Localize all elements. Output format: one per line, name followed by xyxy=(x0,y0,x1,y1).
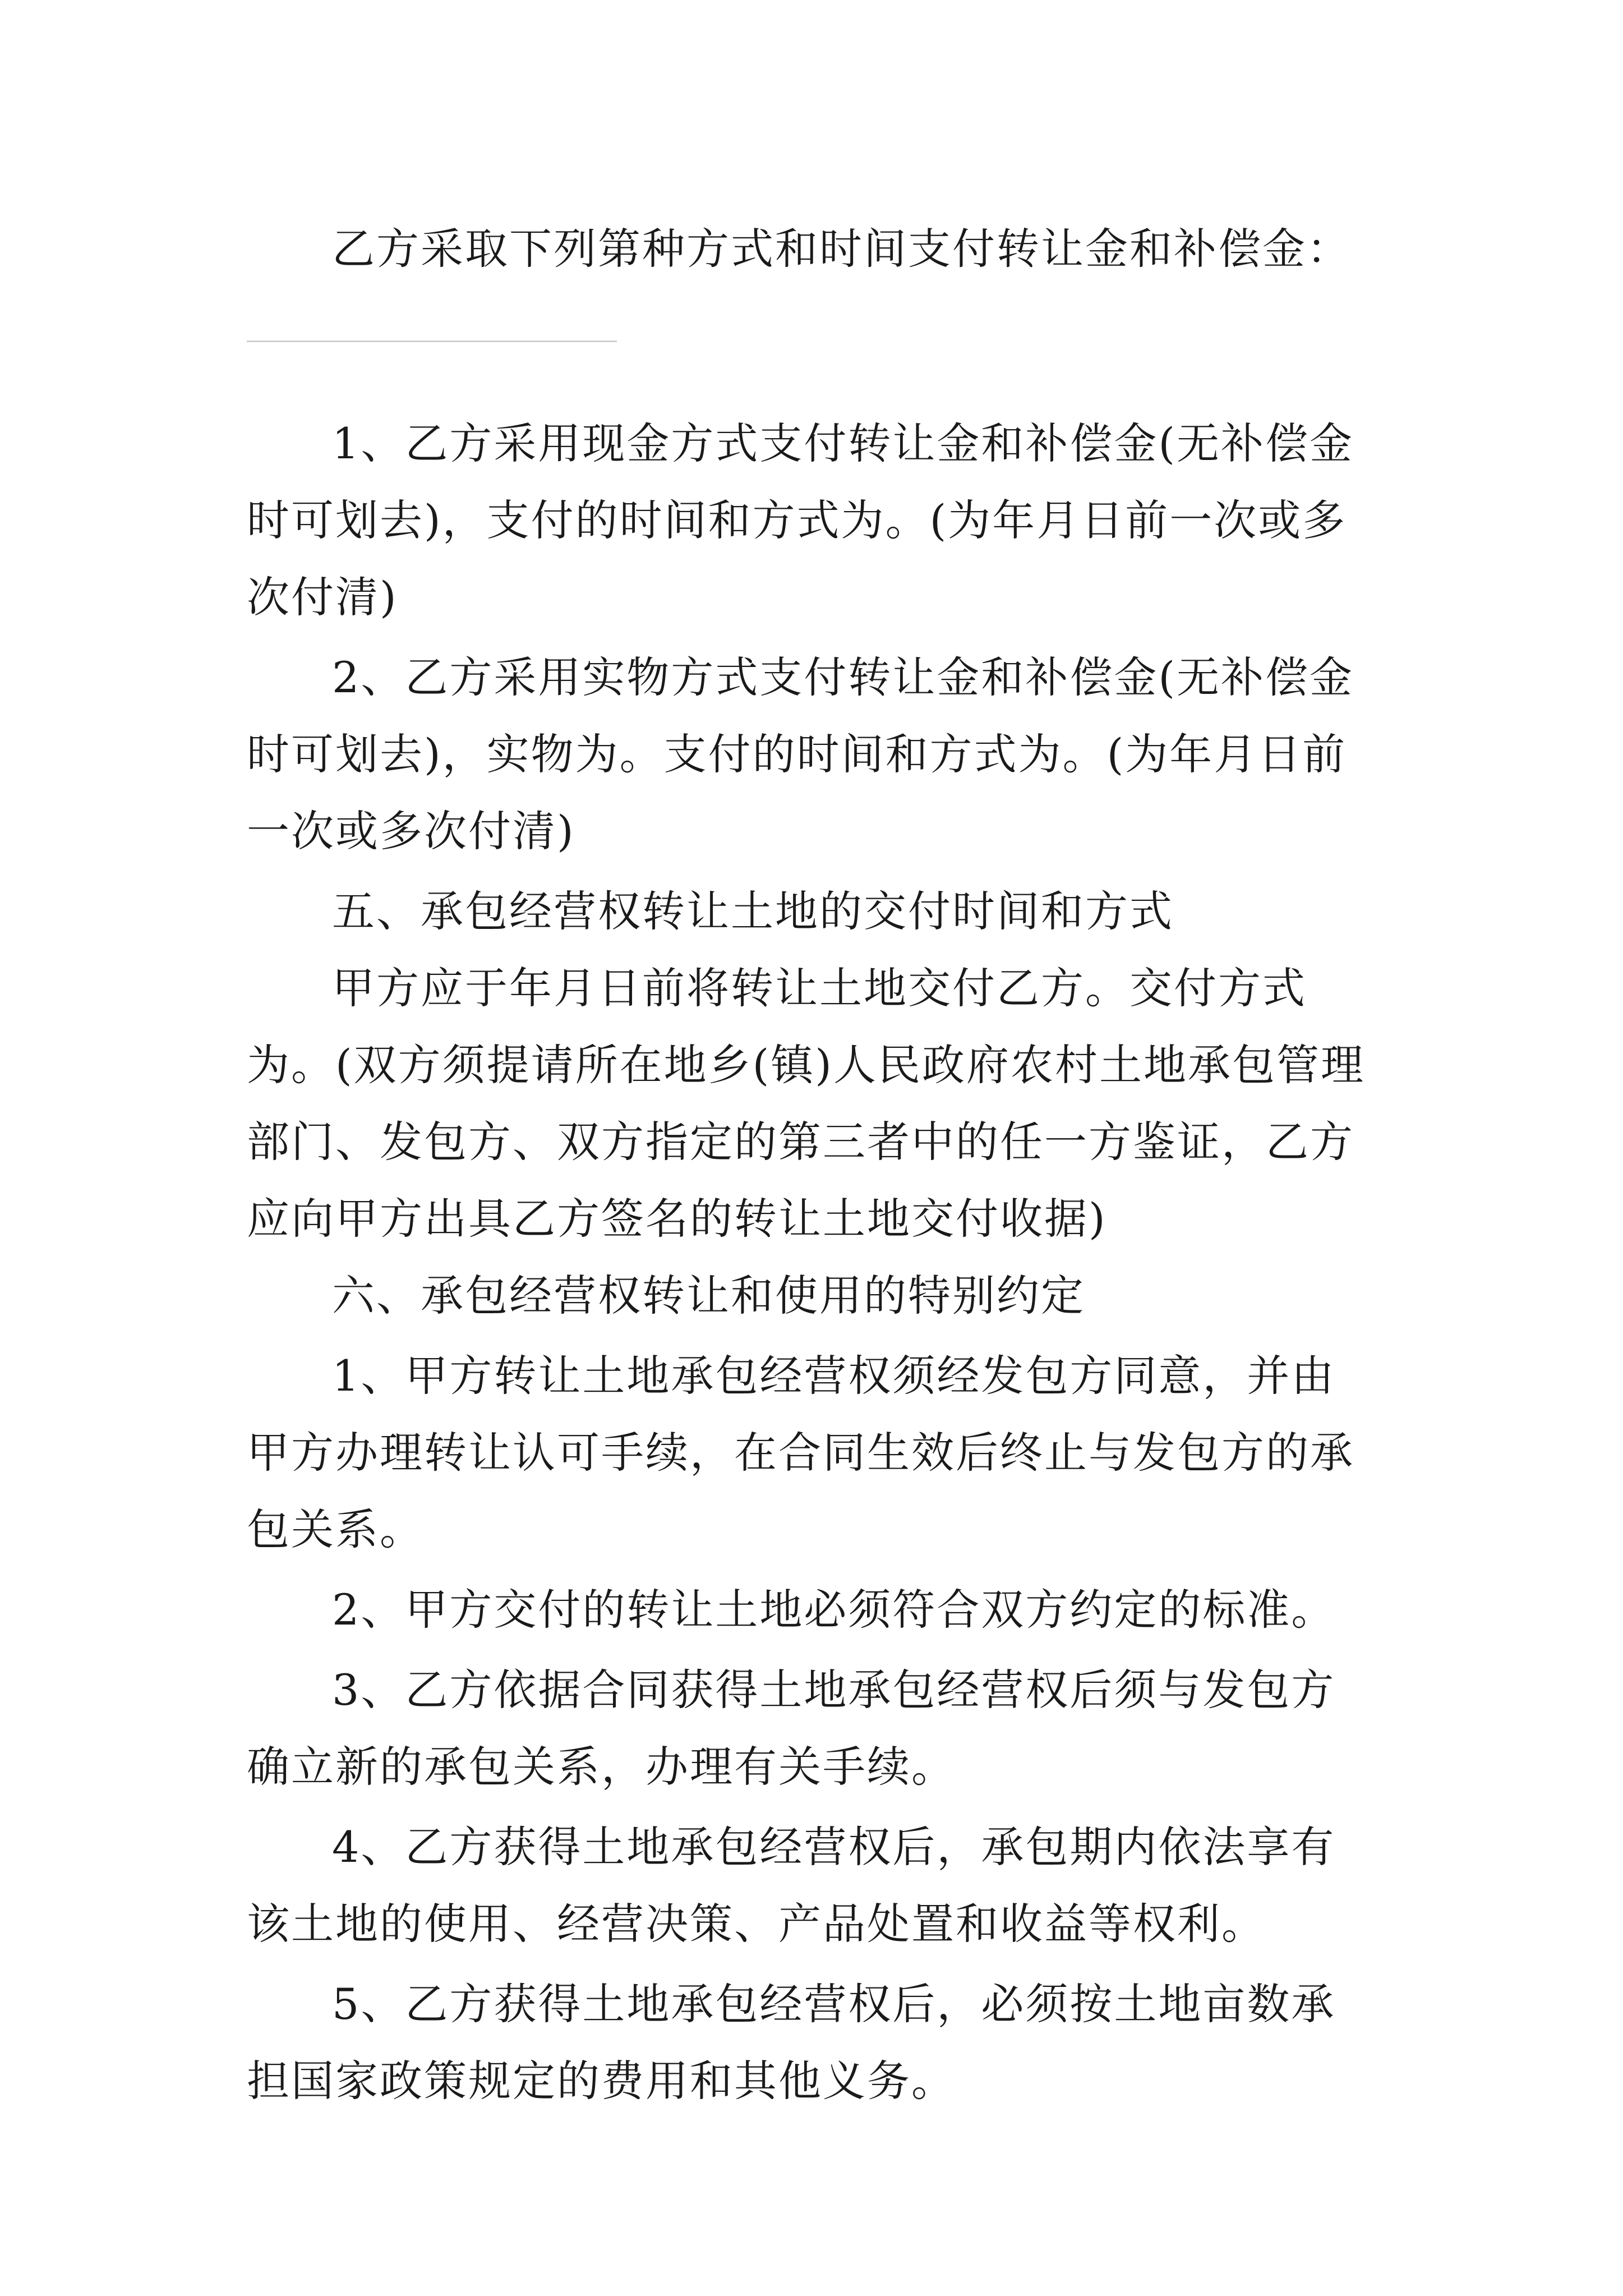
paragraph-clause-2: 2、甲方交付的转让土地必须符合双方约定的标准。 xyxy=(332,1585,1336,1635)
paragraph-in-kind-payment: 2、乙方采用实物方式支付转让金和补偿金(无补偿金时可划去)，实物为。支付的时间和方式为。(为年月日前一次或多次付清) xyxy=(247,652,1354,856)
heading-section-five: 五、承包经营权转让土地的交付时间和方式 xyxy=(332,886,1174,936)
paragraph-clause-1: 1、甲方转让土地承包经营权须经发包方同意，并由甲方办理转让认可手续，在合同生效后终止与发包方的承包关系。 xyxy=(247,1351,1354,1554)
paragraph-clause-5: 5、乙方获得土地承包经营权后，必须按土地亩数承担国家政策规定的费用和其他义务。 xyxy=(247,1979,1336,2106)
paragraph-cash-payment: 1、乙方采用现金方式支付转让金和补偿金(无补偿金时可划去)，支付的时间和方式为。(为年月日前一次或多次付清) xyxy=(247,418,1354,622)
paragraph-clause-3: 3、乙方依据合同获得土地承包经营权后须与发包方确立新的承包关系，办理有关手续。 xyxy=(247,1665,1336,1792)
paragraph-delivery: 甲方应于年月日前将转让土地交付乙方。交付方式为。(双方须提请所在地乡(镇)人民政府农村土地承包管理部门、发包方、双方指定的第三者中的任一方鉴证，乙方应向甲方出具乙方签名的转让土地交付收据) xyxy=(247,963,1365,1244)
paragraph-clause-4: 4、乙方获得土地承包经营权后，承包期内依法享有该土地的使用、经营决策、产品处置和收益等权利。 xyxy=(247,1822,1336,1949)
document-body xyxy=(247,210,1380,2119)
paragraph-payment-intro: 乙方采取下列第种方式和时间支付转让金和补偿金： xyxy=(332,224,1351,274)
heading-section-six: 六、承包经营权转让和使用的特别约定 xyxy=(332,1271,1085,1320)
